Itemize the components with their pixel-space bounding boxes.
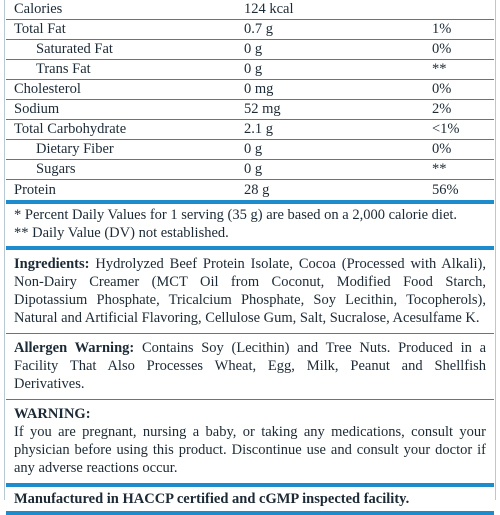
- nutrient-name: Calories: [14, 1, 63, 17]
- nutrient-amount: 2.1 g: [244, 121, 273, 137]
- nutrient-daily-value: 0%: [432, 141, 452, 157]
- ingredients-section: [6, 250, 494, 334]
- warning-section: [6, 400, 494, 487]
- nutrient-amount: 0 g: [244, 41, 263, 57]
- nutrient-daily-value: **: [432, 161, 447, 177]
- nutrient-amount: 0 g: [244, 161, 263, 177]
- nutrient-daily-value: <1%: [432, 121, 460, 137]
- nutrient-name: Trans Fat: [36, 61, 91, 77]
- footnote-percent-daily-value: * Percent Daily Values for 1 serving (35 g) are based on a 2,000 calorie diet.: [14, 207, 458, 223]
- nutrient-name: Total Fat: [14, 21, 66, 37]
- nutrient-name: Sodium: [14, 101, 60, 117]
- nutrition-row-sugars: [6, 160, 494, 180]
- nutrient-daily-value: 0%: [432, 41, 452, 57]
- manufacturing-statement: [6, 487, 494, 515]
- nutrient-amount: 0 g: [244, 61, 263, 77]
- nutrient-amount: 0 g: [244, 141, 263, 157]
- footnote-dv-not-established: ** Daily Value (DV) not established.: [14, 225, 229, 241]
- allergen-text: Contains Soy (Lecithin) and Tree Nuts. Produced in a Facility That Also Processes Wheat, Egg, Milk, Peanut and Shellfish Derivatives.: [14, 340, 487, 392]
- nutrition-row-cholesterol: [6, 80, 494, 100]
- nutrient-amount: 124 kcal: [244, 1, 294, 17]
- nutrition-row-saturated-fat: [6, 40, 494, 60]
- allergen-section: [6, 334, 494, 400]
- nutrient-daily-value: 0%: [432, 81, 452, 97]
- nutrient-name: Total Carbohydrate: [14, 121, 127, 137]
- nutrient-name: Dietary Fiber: [36, 141, 114, 157]
- daily-value-footnotes: [6, 204, 494, 250]
- nutrient-amount: 0.7 g: [244, 21, 273, 37]
- nutrient-amount: 52 mg: [244, 101, 281, 117]
- left-border-line: [4, 0, 5, 500]
- right-border-line: [495, 0, 496, 500]
- nutrient-amount: 28 g: [244, 181, 270, 198]
- warning-label: WARNING:: [14, 406, 91, 422]
- ingredients-label: Ingredients:: [14, 256, 90, 272]
- nutrition-row-total-carbohydrate: [6, 120, 494, 140]
- nutrition-row-calories: [6, 0, 494, 20]
- warning-text: If you are pregnant, nursing a baby, or taking any medications, consult your physician before using this product. Discontinue use and consult your doctor if any adverse reactions occur.: [14, 424, 486, 476]
- nutrition-row-sodium: [6, 100, 494, 120]
- nutrient-name: Protein: [14, 181, 56, 198]
- nutrition-row-protein: [6, 180, 494, 204]
- nutrient-name: Cholesterol: [14, 81, 81, 97]
- nutrition-row-dietary-fiber: [6, 140, 494, 160]
- nutrient-name: Sugars: [36, 161, 76, 177]
- nutrition-row-total-fat: [6, 20, 494, 40]
- nutrient-name: Saturated Fat: [36, 41, 113, 57]
- allergen-label: Allergen Warning:: [14, 340, 135, 356]
- ingredients-text: Hydrolyzed Beef Protein Isolate, Cocoa (Processed with Alkali), Non-Dairy Creamer (MCT Oil from Coconut, Modified Food Starch, Dipotassium Phosphate, Tricalcium Phosphate, Soy Lecithin, Tocopherols), Natural and Artificial Flavoring, Cellulose Gum, Salt, Sucralose, Acesulfame K.: [14, 256, 486, 326]
- nutrient-daily-value: **: [432, 61, 447, 77]
- nutrient-daily-value: 56%: [432, 181, 459, 198]
- manufacturing-text: Manufactured in HACCP certified and cGMP inspected facility.: [14, 491, 410, 507]
- nutrient-daily-value: 2%: [432, 101, 452, 117]
- nutrition-row-trans-fat: [6, 60, 494, 80]
- nutrition-table: [6, 0, 494, 204]
- nutrient-amount: 0 mg: [244, 81, 274, 97]
- nutrient-daily-value: 1%: [432, 21, 452, 37]
